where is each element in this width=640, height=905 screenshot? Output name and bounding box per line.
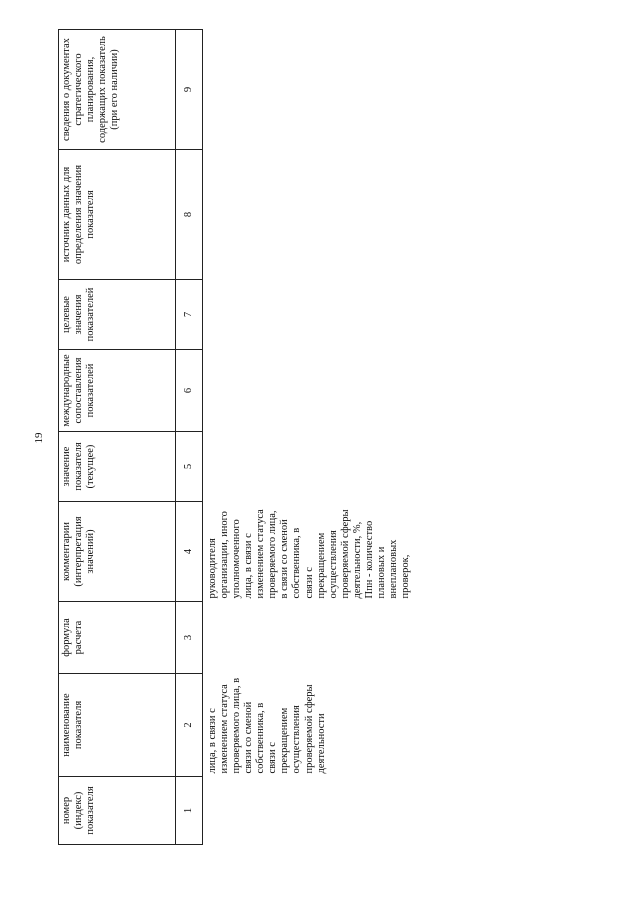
number-cell-6: 6 [176, 350, 203, 432]
number-cell-2: 2 [176, 674, 203, 777]
header-cell-international: международные сопоставления показателей [59, 350, 176, 432]
body-cell-comments: руководителя организации, иного уполномоченного лица, в связи с изменением статуса проверяемого лица, в связи со сменой собственника, в связи с прекращением осуществления проверяемой сферы деятельности, %, Ппн - количество плановых и внеплановых проверок, [207, 509, 411, 599]
header-cell-target-values: целевые значения показателей [59, 280, 176, 350]
table-number-row [176, 30, 203, 845]
number-cell-8: 8 [176, 150, 203, 280]
indicator-table [58, 29, 412, 845]
number-cell-7: 7 [176, 280, 203, 350]
header-cell-index: номер (индекс) показателя [59, 777, 176, 845]
page-number: 19 [33, 432, 45, 444]
body-cell-indicator-name: лица, в связи с изменением статуса проверяемого лица, в связи со сменой собственника, в связи с прекращением осуществления проверяемой сферы деятельности [207, 677, 327, 774]
number-cell-4: 4 [176, 502, 203, 602]
table-body-row [203, 30, 413, 845]
number-cell-1: 1 [176, 777, 203, 845]
number-cell-9: 9 [176, 30, 203, 150]
header-cell-strategic-docs: сведения о документах стратегического планирования, содержащих показатель (при его наличии) [59, 30, 176, 150]
rotated-table-sheet [58, 30, 411, 845]
header-cell-name: наименование показателя [59, 674, 176, 777]
header-cell-current-value: значение показателя (текущее) [59, 432, 176, 502]
header-cell-formula: формула расчета [59, 602, 176, 674]
number-cell-5: 5 [176, 432, 203, 502]
number-cell-3: 3 [176, 602, 203, 674]
header-cell-comments: комментарии (интерпретация значений) [59, 502, 176, 602]
header-cell-data-source: источник данных для определения значения показателя [59, 150, 176, 280]
table-header-row [59, 30, 176, 845]
